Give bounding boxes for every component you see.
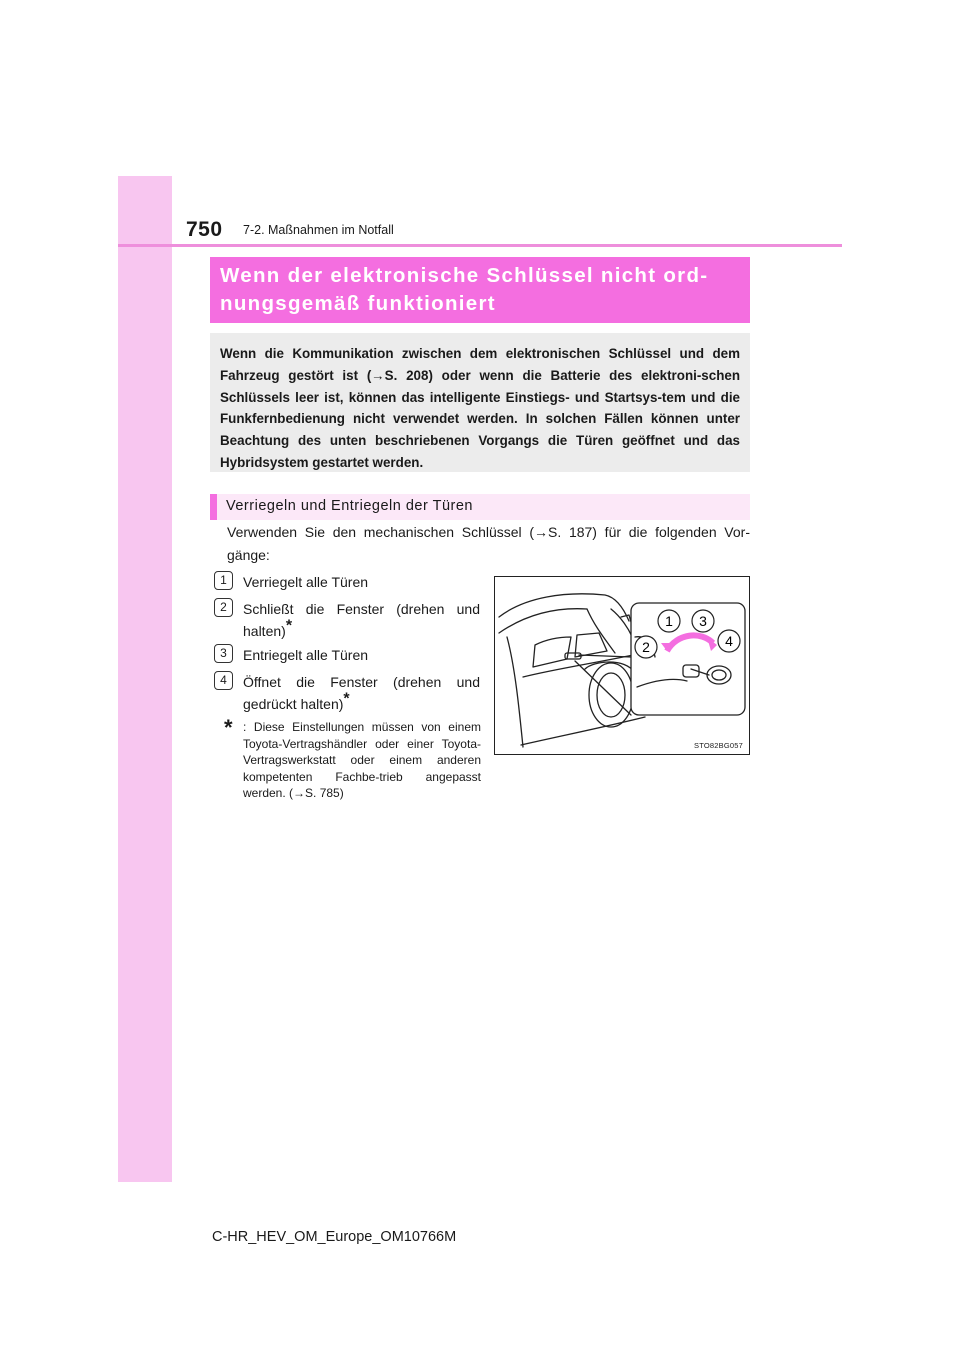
step-label: Öffnet die Fenster (drehen und gedrückt halten)	[243, 674, 480, 712]
section-heading	[210, 494, 750, 520]
step-label: Verriegelt alle Türen	[243, 574, 369, 590]
footnote-asterisk: *	[224, 715, 233, 740]
detail-inset	[631, 603, 745, 715]
step-text	[243, 644, 480, 666]
step-label: Schließt die Fenster (drehen und halten)	[243, 601, 480, 639]
step-number-badge: 4	[214, 671, 233, 690]
car-rear-window	[587, 609, 615, 653]
car-rear-edge	[611, 609, 633, 639]
section-heading-bar	[210, 494, 217, 520]
footer-document-id: C-HR_HEV_OM_Europe_OM10766M	[212, 1229, 457, 1245]
car-roofline	[499, 594, 629, 621]
callout-label-3: 3	[699, 613, 707, 629]
figure-key-in-door-lock	[494, 576, 750, 755]
step-number-badge: 2	[214, 598, 233, 617]
page-title-line-1: Wenn der elektronische Schlüssel nicht ord-	[220, 264, 709, 287]
step-text	[243, 598, 480, 642]
figure-code: STO82BG057	[694, 741, 743, 750]
callout-label-2: 2	[642, 639, 650, 655]
page-title-line-2: nungsgemäß funktioniert	[220, 292, 496, 315]
car-door-illustration	[495, 577, 749, 754]
header-rule	[118, 244, 842, 247]
section-heading-text: Verriegeln und Entriegeln der Türen	[226, 498, 473, 514]
step-text	[243, 671, 480, 715]
section-body-text: Verwenden Sie den mechanischen Schlüssel (→S. 187) für die folgenden Vor-gänge:	[227, 524, 750, 563]
step-label: Entriegelt alle Türen	[243, 647, 369, 663]
car-pillar	[507, 637, 523, 747]
callout-label-4: 4	[725, 633, 733, 649]
intro-text: Wenn die Kommunikation zwischen dem elektronischen Schlüssel und dem Fahrzeug gestört ist (→S. 208) oder wenn die Batterie des elektroni-schen Schlüssels leer ist, können das intelligente Einstiegs- und Startsys-tem und die Funkfernbedienung nicht verwendet werden. In solchen Fällen können unter Beachtung des unten beschriebenen Vorgangs die Türen geöffnet und das Hybridsystem gestartet werden.	[220, 346, 740, 470]
car-side-window	[533, 637, 571, 667]
footnote-text: : Diese Einstellungen müssen von einem Toyota-Vertragshändler oder einer Toyota-Vertragswerkstatt oder einem anderen kompetenten Fachbe-trieb angepasst werden. (→S. 785)	[243, 720, 481, 801]
title-banner	[210, 257, 750, 323]
asterisk-mark: *	[285, 617, 293, 635]
page-sidebar-tab	[118, 176, 172, 1182]
step-number-badge: 1	[214, 571, 233, 590]
leader-line-top	[579, 655, 631, 657]
car-sill	[521, 717, 645, 745]
breadcrumb: 7-2. Maßnahmen im Notfall	[243, 223, 394, 237]
car-window-line	[499, 609, 587, 633]
page-number: 750	[186, 218, 223, 241]
asterisk-mark: *	[343, 690, 350, 708]
step-text	[243, 571, 480, 593]
leader-line-bottom	[575, 661, 631, 715]
intro-box	[210, 333, 750, 472]
step-number-badge: 3	[214, 644, 233, 663]
callout-label-1: 1	[665, 613, 673, 629]
